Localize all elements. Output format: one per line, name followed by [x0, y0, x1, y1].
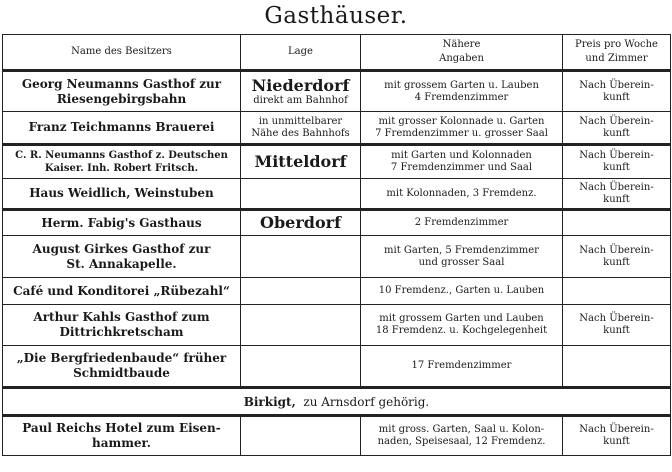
- details: 2 Fremdenzimmer: [361, 210, 563, 236]
- details: 17 Fremdenzimmer: [361, 346, 563, 388]
- table-row: [3, 112, 671, 145]
- details: mit grossem Garten u. Lauben 4 Fremdenzimmer: [361, 71, 563, 112]
- location: [241, 278, 361, 305]
- owner-name: „Die Bergfriedenbaude“ früher Schmidtbaude: [3, 346, 241, 388]
- section-row: [3, 388, 671, 416]
- table-row: [3, 210, 671, 236]
- table-row: [3, 305, 671, 346]
- price: Nach Überein- kunft: [563, 416, 671, 456]
- guesthouse-table: [2, 34, 671, 456]
- owner-name: Paul Reichs Hotel zum Eisen- hammer.: [3, 416, 241, 456]
- location: [241, 179, 361, 210]
- details: mit Kolonnaden, 3 Fremdenz.: [361, 179, 563, 210]
- price: [563, 346, 671, 388]
- price: [563, 210, 671, 236]
- details: 10 Fremdenz., Garten u. Lauben: [361, 278, 563, 305]
- table-row: [3, 145, 671, 179]
- owner-name: C. R. Neumanns Gasthof z. Deutschen Kaiser. Inh. Robert Fritsch.: [3, 145, 241, 179]
- price: Nach Überein- kunft: [563, 71, 671, 112]
- header-row: [3, 35, 671, 71]
- table-row: [3, 346, 671, 388]
- details: mit gross. Garten, Saal u. Kolon- naden, Speisesaal, 12 Fremdenz.: [361, 416, 563, 456]
- location: in unmittelbarer Nähe des Bahnhofs: [241, 112, 361, 145]
- header-angaben: Nähere Angaben: [361, 35, 563, 71]
- table-row: [3, 416, 671, 456]
- header-lage: Lage: [241, 35, 361, 71]
- header-preis: Preis pro Woche und Zimmer: [563, 35, 671, 71]
- table-row: [3, 278, 671, 305]
- details: mit Garten, 5 Fremdenzimmer und grosser Saal: [361, 236, 563, 278]
- header-name: Name des Besitzers: [3, 35, 241, 71]
- page-title: Gasthäuser.: [264, 3, 408, 29]
- owner-name: Herm. Fabig's Gasthaus: [3, 210, 241, 236]
- location: [241, 236, 361, 278]
- location: Niederdorf direkt am Bahnhof: [241, 71, 361, 112]
- price: Nach Überein- kunft: [563, 179, 671, 210]
- price: [563, 278, 671, 305]
- details: mit grosser Kolonnade u. Garten 7 Fremdenzimmer u. grosser Saal: [361, 112, 563, 145]
- details: mit Garten und Kolonnaden 7 Fremdenzimmer und Saal: [361, 145, 563, 179]
- price: Nach Überein- kunft: [563, 145, 671, 179]
- price: Nach Überein- kunft: [563, 112, 671, 145]
- price: Nach Überein- kunft: [563, 236, 671, 278]
- details: mit grossem Garten und Lauben 18 Fremdenz. u. Kochgelegenheit: [361, 305, 563, 346]
- price: Nach Überein- kunft: [563, 305, 671, 346]
- section-place: Birkigt,: [243, 394, 296, 409]
- table-row: [3, 71, 671, 112]
- location: [241, 305, 361, 346]
- owner-name: Franz Teichmanns Brauerei: [3, 112, 241, 145]
- section-heading: [3, 388, 671, 416]
- location: [241, 416, 361, 456]
- owner-name: Arthur Kahls Gasthof zum Dittrichkretscham: [3, 305, 241, 346]
- location: Mitteldorf: [241, 145, 361, 179]
- location: Oberdorf: [241, 210, 361, 236]
- owner-name: Georg Neumanns Gasthof zur Riesengebirgsbahn: [3, 71, 241, 112]
- owner-name: Café und Konditorei „Rübezahl“: [3, 278, 241, 305]
- table-row: [3, 236, 671, 278]
- owner-name: August Girkes Gasthof zur St. Annakapelle.: [3, 236, 241, 278]
- table-row: [3, 179, 671, 210]
- section-rest: zu Arnsdorf gehörig.: [303, 394, 430, 409]
- owner-name: Haus Weidlich, Weinstuben: [3, 179, 241, 210]
- location: [241, 346, 361, 388]
